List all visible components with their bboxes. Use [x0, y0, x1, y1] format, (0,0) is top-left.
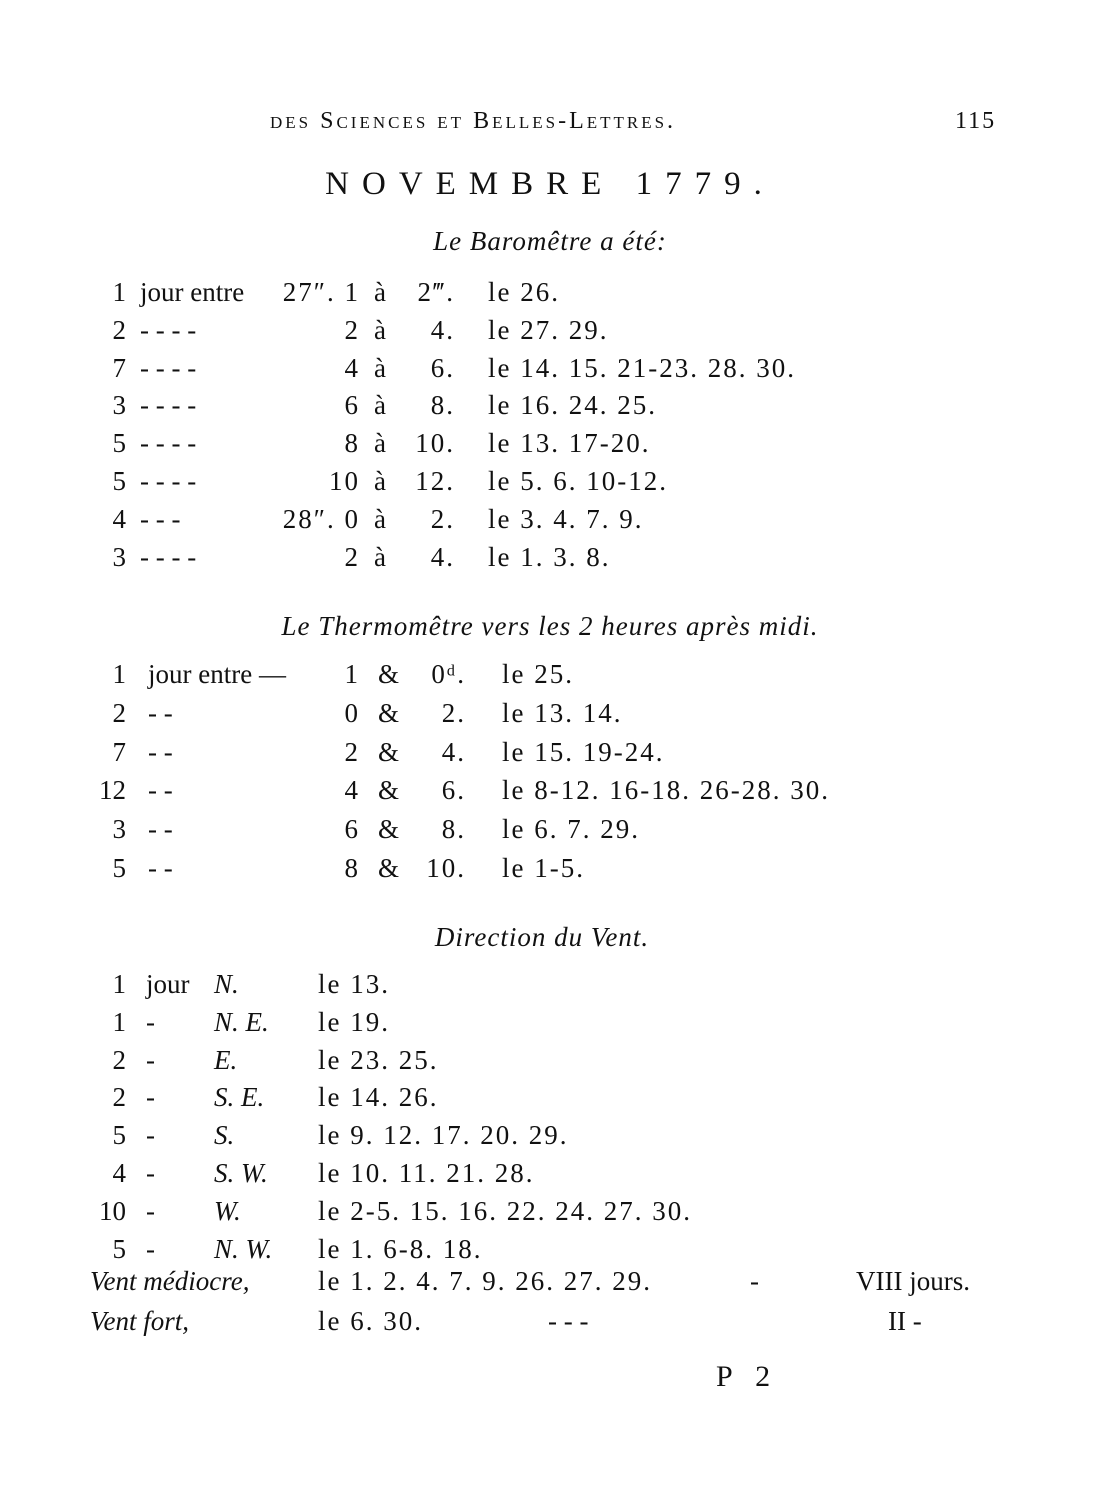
barometre-sep: à [374, 314, 386, 345]
vent-dates: le 19. [318, 1006, 390, 1037]
barometre-count: 7 [112, 352, 126, 383]
barometre-to: 6. [430, 352, 455, 383]
barometre-label: - - - - [140, 352, 197, 383]
barometre-dates: le 27. 29. [488, 314, 609, 345]
barometre-sep: à [374, 541, 386, 572]
vent-dir: S. W. [214, 1158, 268, 1188]
barometre-sep: à [374, 466, 386, 496]
barometre-sep: à [374, 390, 386, 421]
barometre-from: 8 [344, 428, 360, 459]
barometre-label: - - - - [140, 314, 197, 345]
thermometre-from: 2 [344, 736, 358, 767]
barometre-label: - - - - [140, 466, 197, 496]
thermometre-label: - - [148, 736, 173, 767]
vent-label: - [146, 1158, 155, 1188]
barometre-label: - - - - [140, 390, 197, 421]
vent-count: 4 [112, 1158, 126, 1188]
vent-dates: le 23. 25. [318, 1044, 439, 1075]
barometre-from: 4 [344, 352, 360, 383]
barometre-count: 4 [112, 503, 126, 534]
thermometre-from: 0 [344, 697, 358, 728]
barometre-dates: le 5. 6. 10-12. [488, 466, 668, 496]
thermometre-dates: le 25. [502, 659, 574, 689]
vent-dir: N. W. [214, 1233, 273, 1264]
barometre-from: 10 [329, 466, 360, 496]
barometre-dates: le 1. 3. 8. [488, 541, 611, 572]
barometre-sep: à [374, 503, 386, 534]
page-number: 115 [955, 108, 997, 134]
barometre-count: 3 [112, 390, 126, 421]
thermometre-dates: le 6. 7. 29. [502, 814, 640, 845]
barometre-to: 8. [430, 390, 455, 421]
vent-count: 1 [112, 1006, 126, 1037]
barometre-from: 2 [344, 314, 360, 345]
thermometre-to: 6. [441, 775, 466, 806]
barometre-dates: le 26. [488, 277, 560, 307]
barometre-sep: à [374, 277, 386, 307]
thermometre-to: 10. [426, 853, 466, 883]
thermometre-dates: le 15. 19-24. [502, 736, 665, 767]
thermometre-from: 8 [344, 853, 358, 883]
thermometre-label: - - [148, 775, 173, 806]
thermometre-label: - - [148, 853, 173, 883]
vent-summary-dashes: - - - [548, 1306, 589, 1336]
thermometre-dates: le 8-12. 16-18. 26-28. 30. [502, 775, 830, 806]
thermometre-from: 4 [344, 775, 358, 806]
thermometre-sep: & [378, 853, 400, 883]
thermometre-to: 8. [441, 814, 466, 845]
thermometre-dates: le 13. 14. [502, 697, 623, 728]
thermometre-to: 0ᵈ. [431, 659, 466, 689]
vent-label: - [146, 1233, 155, 1264]
barometre-count: 5 [112, 466, 126, 496]
vent-count: 2 [112, 1044, 126, 1075]
running-head-title: des Sciences et Belles-Lettres. [270, 108, 677, 134]
vent-count: 1 [112, 969, 126, 999]
vent-dates: le 14. 26. [318, 1082, 439, 1113]
running-head [0, 108, 1100, 148]
vent-dir: S. E. [214, 1082, 265, 1113]
vent-summary-total: VIII jours. [856, 1266, 970, 1296]
vent-dir: N. E. [214, 1006, 269, 1037]
barometre-from: 28″. 0 [282, 503, 360, 534]
barometre-count: 2 [112, 314, 126, 345]
vent-summary-label: Vent fort, [90, 1306, 189, 1336]
vent-dates: le 1. 6-8. 18. [318, 1233, 483, 1264]
thermometre-label: jour entre — [148, 659, 286, 689]
vent-label: - [146, 1120, 155, 1151]
vent-dir: W. [214, 1195, 241, 1226]
vent-dates: le 13. [318, 969, 390, 999]
barometre-dates: le 14. 15. 21-23. 28. 30. [488, 352, 796, 383]
thermometre-dates: le 1-5. [502, 853, 585, 883]
barometre-dates: le 3. 4. 7. 9. [488, 503, 644, 534]
barometre-sep: à [374, 428, 386, 459]
thermometre-count: 2 [112, 697, 126, 728]
vent-label: jour [146, 969, 190, 999]
barometre-to: 2. [430, 503, 455, 534]
barometre-to: 2‴. [417, 277, 455, 307]
barometre-to: 10. [415, 428, 455, 459]
vent-count: 5 [112, 1120, 126, 1151]
thermometre-count: 3 [112, 814, 126, 845]
vent-label: - [146, 1006, 155, 1037]
thermometre-sep: & [378, 736, 400, 767]
thermometre-to: 4. [441, 736, 466, 767]
thermometre-sep: & [378, 814, 400, 845]
barometre-heading: Le Baromêtre a été: [433, 226, 667, 256]
vent-dir: S. [214, 1120, 235, 1151]
thermometre-sep: & [378, 697, 400, 728]
thermometre-count: 5 [112, 853, 126, 883]
signature-mark: P 2 [716, 1360, 779, 1393]
barometre-label: - - - - [140, 541, 197, 572]
vent-count: 10 [99, 1195, 126, 1226]
barometre-from: 6 [344, 390, 360, 421]
vent-summary-label: Vent médiocre, [90, 1266, 250, 1296]
thermometre-heading: Le Thermomêtre vers les 2 heures après midi. [281, 611, 819, 641]
barometre-to: 4. [430, 541, 455, 572]
vent-count: 2 [112, 1082, 126, 1113]
vent-dir: N. [214, 969, 239, 999]
vent-dates: le 10. 11. 21. 28. [318, 1158, 535, 1188]
thermometre-from: 6 [344, 814, 358, 845]
thermometre-from: 1 [344, 659, 358, 689]
thermometre-sep: & [378, 775, 400, 806]
thermometre-label: - - [148, 814, 173, 845]
vent-summary-dashes: - [750, 1266, 759, 1296]
vent-summary-dates: le 1. 2. 4. 7. 9. 26. 27. 29. [318, 1266, 652, 1296]
barometre-count: 3 [112, 541, 126, 572]
barometre-label: jour entre [140, 277, 245, 307]
thermometre-sep: & [378, 659, 400, 689]
vent-heading: Direction du Vent. [434, 922, 650, 952]
barometre-label: - - - - [140, 428, 197, 459]
vent-summary-total: II - [888, 1306, 922, 1336]
barometre-sep: à [374, 352, 386, 383]
vent-label: - [146, 1195, 155, 1226]
month-title: NOVEMBRE 1779. [325, 166, 775, 202]
barometre-to: 12. [415, 466, 455, 496]
barometre-dates: le 16. 24. 25. [488, 390, 657, 421]
vent-dates: le 9. 12. 17. 20. 29. [318, 1120, 569, 1151]
thermometre-count: 12 [99, 775, 126, 806]
barometre-count: 5 [112, 428, 126, 459]
vent-dir: E. [214, 1044, 238, 1075]
thermometre-count: 7 [112, 736, 126, 767]
vent-label: - [146, 1082, 155, 1113]
thermometre-count: 1 [112, 659, 126, 689]
barometre-count: 1 [112, 277, 126, 307]
thermometre-label: - - [148, 697, 173, 728]
barometre-from: 27″. 1 [282, 277, 360, 307]
vent-summary-dates: le 6. 30. [318, 1306, 423, 1336]
vent-dates: le 2-5. 15. 16. 22. 24. 27. 30. [318, 1195, 692, 1226]
barometre-to: 4. [430, 314, 455, 345]
barometre-from: 2 [344, 541, 360, 572]
vent-label: - [146, 1044, 155, 1075]
barometre-label: - - - [140, 503, 181, 534]
barometre-dates: le 13. 17-20. [488, 428, 651, 459]
vent-count: 5 [112, 1233, 126, 1264]
thermometre-to: 2. [441, 697, 466, 728]
